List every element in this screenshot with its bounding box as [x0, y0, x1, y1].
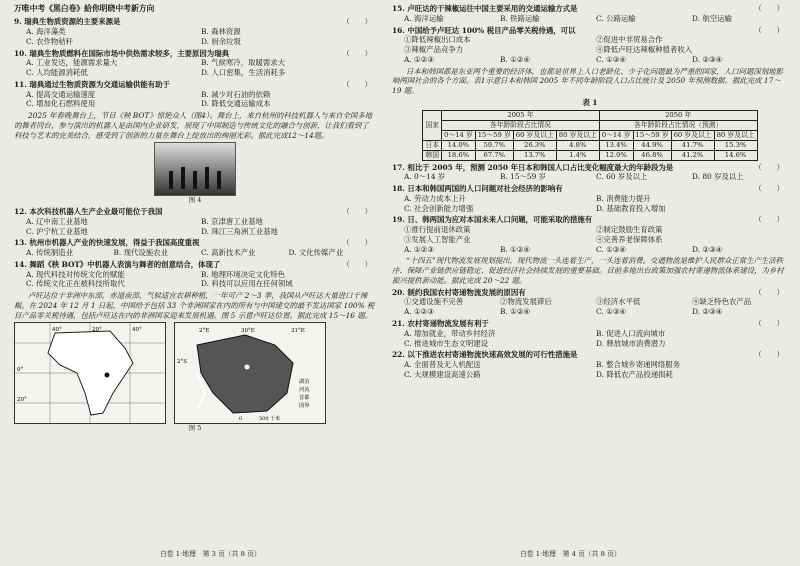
table-cell: 26.3% [513, 140, 556, 150]
legend-capital: 首都 [299, 395, 310, 402]
table-cell: 1.4% [556, 150, 599, 160]
africa-map [14, 322, 166, 424]
option: B. ①②④ [500, 244, 531, 254]
answer-paren: （ ） [754, 184, 784, 194]
question-22 [392, 350, 788, 360]
option: B. 森林资源 [201, 27, 241, 37]
figure-caption: 图 4 [188, 196, 202, 205]
table-cell: 46.8% [633, 150, 671, 160]
option: D. 厨余垃圾 [201, 36, 241, 46]
statement: ③辣椒产品竞争力 [404, 45, 464, 55]
answer-paren: （ ） [754, 287, 784, 297]
option: D. 基础教育投入增加 [596, 203, 666, 213]
option: A. 传统制造业 [26, 248, 73, 258]
answer-paren: （ ） [754, 162, 784, 172]
scale-end: 500 千米 [259, 416, 281, 423]
options [392, 55, 788, 65]
table-cell: 67.7% [475, 150, 513, 160]
column-header: 80 岁及以上 [714, 130, 757, 140]
table-cell: 18.6% [442, 150, 476, 160]
lon-label: 31°E [291, 328, 305, 335]
option: C. 传统文化正在被科技所取代 [26, 279, 125, 289]
left-footer: 白卷 1·地理 第 3 页（共 8 页） [160, 550, 261, 558]
option: D. 珠江三角洲工业基地 [201, 226, 278, 236]
statement: ①交通设施不完善 [404, 297, 464, 307]
option: D. ②③④ [692, 54, 723, 64]
row-label: 日本 [423, 140, 442, 150]
question-11 [14, 80, 376, 90]
option: A. 劳动力成本上升 [404, 193, 466, 203]
options [392, 329, 788, 349]
question-stem: 12. 本次科技机器人生产企业最可能位于我国 [14, 207, 163, 217]
options [392, 14, 788, 24]
legend-border: 国界 [299, 403, 310, 410]
answer-paren: （ ） [342, 79, 372, 89]
option: B. 现代设施农业 [113, 248, 168, 258]
question-19 [392, 215, 788, 225]
table-cell: 12.0% [599, 150, 633, 160]
question-18 [392, 184, 788, 194]
question-9 [14, 17, 376, 27]
option: C. 社会创新能力增强 [404, 203, 474, 213]
option: B. ①②④ [500, 307, 531, 317]
option: A. ①②③ [404, 244, 434, 254]
lon-label: 2°E [199, 328, 210, 335]
lat-label: 2°S [177, 359, 188, 366]
option: C. 60 岁及以上 [596, 172, 648, 182]
table-cell: 41.2% [671, 150, 714, 160]
question-stem: 19. 日、韩两国为应对本国未来人口问题，可能采取的措施有 [392, 215, 593, 225]
answer-paren: （ ） [754, 4, 784, 13]
column-header: 15～59 岁 [475, 130, 513, 140]
column-header: 60 岁及以上 [671, 130, 714, 140]
option: A. 海洋运输 [404, 13, 444, 23]
option: C. 沪宁杭工业基地 [26, 226, 88, 236]
passage-intro: 2025 年春晚舞台上，节目《秧 BOT》惊艳众人（图4）。舞台上，来自杭州的科技机器人与来自全国多地的舞者同台，参与演出的机器人是由国内企业研发，展现了中国制造与传统文化的融合与创新，让我们看到了科技与艺术的完美结合，感受到了创新的力量在舞台上绽放出的绚丽光彩。据此完成12～14题。 [14, 111, 373, 140]
options [14, 270, 376, 290]
table-row [423, 140, 757, 150]
right-footer: 白卷 1·地理 第 4 页（共 8 页） [520, 550, 621, 558]
page-header: 万唯中考《黑白卷》給你明晓中考新方向 [14, 4, 155, 13]
table-cell: 4.8% [556, 140, 599, 150]
answer-paren: （ ） [754, 318, 784, 328]
options [392, 307, 788, 317]
figure-caption: 图 5 [188, 424, 202, 433]
answer-paren: （ ） [342, 238, 372, 248]
option: D. 人口密集，生活消耗多 [201, 68, 286, 78]
table-cell: 13.4% [599, 140, 633, 150]
table-header-group: 各年龄阶段占比情况 [442, 120, 600, 130]
option: B. 铁路运输 [500, 13, 540, 23]
question-stem: 13. 杭州市机器人产业的快速发展，得益于我国高度重视 [14, 238, 200, 248]
question-stem: 17. 相比于 2005 年，预测 2050 年日本和韩国人口占比变化幅度最大的年龄段为是 [392, 162, 674, 172]
option: C. 高新技术产业 [201, 248, 256, 258]
column-header: 80 岁及以上 [556, 130, 599, 140]
table-row [423, 150, 757, 160]
lat-label: 40° [52, 327, 62, 334]
option: A. ①②③ [404, 307, 434, 317]
answer-paren: （ ） [342, 207, 372, 217]
question-12 [14, 207, 376, 217]
option: D. 80 岁及以上 [692, 172, 744, 182]
table-cell: 44.9% [633, 140, 671, 150]
statement: ④降低卢旺达辣椒种植者收入 [596, 45, 693, 55]
question-stem: 16. 中国给予卢旺达 100% 税目产品零关税待遇，可以 [392, 25, 576, 35]
option: A. 全面普及无人机配送 [404, 360, 481, 370]
option: D. ②③④ [692, 307, 723, 317]
table-header-year: 2005 年 [442, 110, 600, 120]
question-16 [392, 26, 788, 36]
option: A. 辽中南工业基地 [26, 216, 88, 226]
figure-5-maps [14, 322, 376, 424]
option: C. ①③④ [596, 54, 626, 64]
option: D. 降低农产品投递损耗 [596, 369, 673, 379]
options [392, 245, 788, 255]
answer-paren: （ ） [342, 259, 372, 269]
table-header-year: 2050 年 [599, 110, 757, 120]
option: B. 气候寒冷，取暖需求大 [201, 58, 286, 68]
question-stem: 18. 日本和韩国两国的人口问题对社会经济的影响有 [392, 184, 563, 194]
statement: ④缺乏特色农产品 [692, 297, 752, 307]
option: A. ①②③ [404, 54, 434, 64]
option: C. ①③④ [596, 307, 626, 317]
column-header: 15～59 岁 [633, 130, 671, 140]
statement: ②制定鼓励生育政策 [596, 225, 663, 235]
options [14, 90, 376, 110]
column-header: 0～14 岁 [442, 130, 476, 140]
statements [392, 35, 788, 55]
table-cell: 15.3% [714, 140, 757, 150]
option: C. 人均能源消耗低 [26, 68, 88, 78]
question-stem: 20. 制约我国农村寄递物流发展的原因有 [392, 287, 526, 297]
legend-lake: 湖泊 [299, 379, 310, 386]
lat-label: 20° [17, 397, 27, 404]
table-header-country: 国家 [423, 110, 442, 140]
answer-paren: （ ） [342, 48, 372, 58]
options [14, 27, 376, 47]
option: B. ①②④ [500, 54, 531, 64]
option: D. ②③④ [692, 244, 723, 254]
legend-river: 河流 [299, 387, 310, 394]
question-stem: 15. 卢旺达的干辣椒运往中国主要采用的交通运输方式是 [392, 4, 578, 13]
question-13 [14, 238, 376, 248]
lon-label: 30°E [241, 328, 255, 335]
table-header-group: 各年龄阶段占比情况（预测） [599, 120, 757, 130]
passage-intro: “十四五”现代物流发展规划提出，现代物流一头连着生产，一头连着消费。交通物流是维护人民群众正常生产生活秩序、保障产业链供应链稳定、促进经济社会持续发展的重要基础。目前多地出台政策加强农村寄递物流体系建设，为乡村振兴提供新动能。据此完成 20～22 题。 [392, 256, 784, 285]
passage-intro: 日本和韩国都是东亚两个重要的经济体，也都是世界上人口老龄化、少子化问题最为严重的国家，人口问题深刻地影响两国社会的各个方面。表1示意日本和韩国 2005 年不同年龄阶段人口占比统计及 2050 年预测数据。据此完成 17～19 题。 [392, 66, 783, 96]
robot-dance-photo [154, 142, 236, 196]
question-21 [392, 319, 788, 329]
column-header: 0～14 岁 [599, 130, 633, 140]
lat-label: 40° [132, 327, 142, 334]
question-stem: 11. 瑞典通过生物质资源为交通运输供能有助于 [14, 79, 170, 89]
options [14, 217, 376, 237]
column-header: 60 岁及以上 [513, 130, 556, 140]
answer-paren: （ ） [754, 25, 784, 35]
scale-start: 0 [239, 416, 243, 423]
option: D. 文化传媒产业 [288, 248, 344, 258]
row-label: 韩国 [423, 150, 442, 160]
statement: ②物流发展滞后 [500, 297, 552, 307]
passage-intro: 卢旺达位于非洲中东部，赤道南部，气候适宜农耕种植，一年可产 2～3 季，我国从卢旺达大量进口干辣椒。在 2024 年 12 月 1 日起，中国给予包括 33 个非洲国家在内的所有与中国建交的最不发达国家 100% 税目产品零关税待遇，包括卢旺达在内的非洲国家迎来发展机遇。图 5 示意卢旺达位置。据此完成 15～16 题。 [14, 291, 375, 320]
table-cell: 14.0% [442, 140, 476, 150]
option: D. 释放城市消费潜力 [596, 338, 666, 348]
rwanda-map [174, 322, 326, 424]
statements [392, 225, 788, 245]
table-cell: 41.7% [671, 140, 714, 150]
option: A. 0～14 岁 [404, 172, 446, 182]
option: A. 海洋藻类 [26, 27, 66, 37]
option: A. 提高交通运输速度 [26, 89, 96, 99]
question-10 [14, 49, 376, 59]
option: D. 航空运输 [692, 13, 732, 23]
age-structure-table [422, 110, 757, 161]
table-cell: 13.7% [513, 150, 556, 160]
option: B. 地理环境决定文化特色 [201, 269, 286, 279]
option: A. 现代科技对传统文化的赋能 [26, 269, 125, 279]
left-column [14, 4, 376, 433]
options [392, 172, 788, 182]
option: A. 增加就业，带动乡村经济 [404, 328, 496, 338]
statement: ③经济水平低 [596, 297, 641, 307]
table-cell: 14.6% [714, 150, 757, 160]
answer-paren: （ ） [342, 17, 372, 27]
answer-paren: （ ） [754, 350, 784, 360]
option: C. 农作物秸秆 [26, 36, 74, 46]
option: A. 工业发达，能源需求量大 [26, 58, 118, 68]
right-column [392, 2, 788, 380]
option: C. ①③④ [596, 244, 626, 254]
statement: ②促进中非贸易合作 [596, 35, 663, 45]
statement: ①推行提前退休政策 [404, 225, 471, 235]
option: C. 推进城市生态文明建设 [404, 338, 488, 348]
statements [392, 297, 788, 307]
answer-paren: （ ） [754, 215, 784, 225]
question-14 [14, 260, 376, 270]
statement: ③发展人工智能产业 [404, 234, 471, 244]
option: B. 促进人口流向城市 [596, 328, 666, 338]
statement: ①降低辣椒出口成本 [404, 35, 471, 45]
question-stem: 21. 农村寄递物流发展有利于 [392, 318, 489, 328]
options [392, 194, 788, 214]
option: C. 公路运输 [596, 13, 636, 23]
question-stem: 9. 瑞典生物质资源的主要来源是 [14, 17, 121, 27]
options [14, 248, 376, 258]
option: D. 降低交通运输成本 [201, 99, 271, 109]
option: B. 整合城乡寄递网络服务 [596, 360, 681, 370]
table-caption: 表 1 [582, 97, 598, 107]
option: B. 京津唐工业基地 [201, 216, 263, 226]
eq-label: 0° [17, 367, 24, 374]
option: C. 大规模建设高速公路 [404, 369, 481, 379]
lat-label: 20° [92, 327, 102, 334]
question-20 [392, 288, 788, 298]
option: D. 科技可以应用在任何领域 [201, 279, 293, 289]
option: B. 消费能力提升 [596, 193, 651, 203]
option: B. 减少对石油的依赖 [201, 89, 271, 99]
options [14, 58, 376, 78]
option: C. 增加化石燃料使用 [26, 99, 96, 109]
question-stem: 10. 瑞典生物质燃料在国际市场中供热需求较多，主要原因为瑞典 [14, 48, 229, 58]
question-17 [392, 163, 788, 173]
statement: ④完善养老保障体系 [596, 234, 663, 244]
question-stem: 22. 以下推进农村寄递物流快速高效发展的可行性措施是 [392, 350, 578, 360]
option: B. 15～59 岁 [500, 172, 547, 182]
options [392, 360, 788, 380]
question-stem: 14. 舞蹈《秧 BOT》中机器人表演与舞者的创意结合，体现了 [14, 259, 221, 269]
table-cell: 59.7% [475, 140, 513, 150]
question-15 [392, 4, 788, 14]
